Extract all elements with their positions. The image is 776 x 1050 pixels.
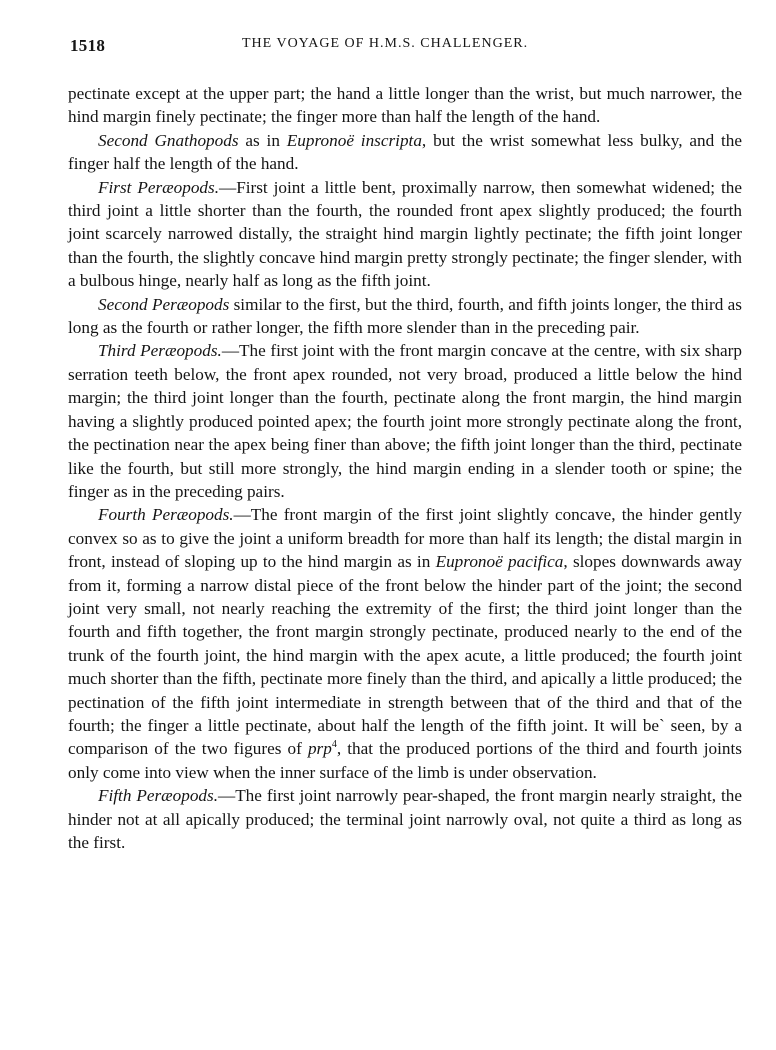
section-heading: Third Peræopods.: [98, 341, 222, 361]
paragraph-second-peraeopods: [68, 293, 742, 340]
section-heading: Second Gnathopods: [98, 130, 239, 150]
paragraph-text: —The first joint narrowly pear-shaped, the front margin nearly straight, the hinder not at all apically produced; the terminal joint narrowly oval, not quite a third as long as the first.: [68, 786, 742, 852]
paragraph-text: pectinate except at the upper part; the hand a little longer than the wrist, but much narrower, the hind margin finely pectinate; the finger more than half the length of the hand.: [68, 84, 742, 127]
paragraph-text: as in: [238, 130, 287, 150]
page-header: [70, 34, 742, 60]
paragraph-text: —The front margin of the first joint slightly concave, the hinder gently convex so as to give the joint a uniform breadth for more than half its length; the distal margin in front, instead of sloping up to the hind margin as in: [68, 505, 742, 572]
species-reference: Eupronoë inscripta: [286, 130, 422, 150]
section-heading: First Peræopods.: [98, 177, 219, 197]
section-heading: Fifth Peræopods.: [98, 786, 218, 806]
paragraph-third-peraeopods: [68, 339, 742, 503]
section-heading: Second Peræopods: [98, 294, 230, 314]
paragraph-text: —First joint a little bent, proximally narrow, then somewhat widened; the third joint a little shorter than the fourth, the rounded front apex slightly produced; the fourth joint scarcely narrowed distally, the straight hind margin lightly pectinate; the fifth joint longer than the fourth, the slightly concave hind margin pretty strongly pectinate; the finger slender, with a bulbous hinge, nearly half as long as the fifth joint.: [68, 177, 742, 291]
species-reference: Eupronoë pacifica: [435, 552, 564, 572]
figure-abbreviation: prp: [307, 739, 332, 759]
paragraph-text: , but the wrist somewhat less bulky, and the finger half the length of the hand.: [68, 130, 743, 174]
paragraph-second-gnathopods: [68, 129, 742, 176]
paragraph-text: similar to the first, but the third, fourth, and fifth joints longer, the third as long as the fourth or rather longer, the fifth more slender than in the preceding pair.: [68, 294, 742, 338]
paragraph-fourth-peraeopods: [68, 503, 742, 784]
body-text: [68, 82, 742, 854]
paragraph-text: —The first joint with the front margin concave at the centre, with six sharp serration teeth below, the front apex rounded, not very broad, produced a little below the hind margin; the third joint longer than the fourth, pectinate along the front margin, the hind margin having a slightly produced pointed apex; the fourth joint more strongly pectinate along the front, the pectination near the apex being finer than above; the fifth joint longer than the third, pectinate like the fourth, but still more strongly, the hind margin ending in a slender tooth or spine; the finger as in the preceding pairs.: [68, 341, 742, 501]
paragraph-hand-description: [68, 82, 742, 129]
paragraph-text: , slopes downwards away from it, forming a narrow distal piece of the front below the hinder part of the joint; the second joint very small, not nearly reaching the extremity of the first; the third joint longer than the fourth and fifth together, the front margin strongly pectinate, produced nearly to the end of the trunk of the fourth joint, the hind margin with the apex acute, a little produced; the fourth joint much shorter than the fifth, pectinate more finely than the third, and apically a little produced; the pectination of the fifth joint intermediate in strength between that of the third and that of the fourth; the finger a little pectinate, about half the length of the fifth joint. It will be` seen, by a comparison of the two figures of: [68, 552, 742, 759]
section-heading: Fourth Peræopods.: [98, 505, 234, 525]
paragraph-text: , that the produced portions of the third and fourth joints only come into view when the inner surface of the limb is under observation.: [68, 739, 742, 782]
paragraph-first-peraeopods: [68, 176, 742, 293]
running-title: THE VOYAGE OF H.M.S. CHALLENGER.: [242, 36, 529, 51]
paragraph-fifth-peraeopods: [68, 784, 742, 854]
page-number: 1518: [70, 36, 106, 55]
figure-superscript: 4: [331, 739, 337, 751]
